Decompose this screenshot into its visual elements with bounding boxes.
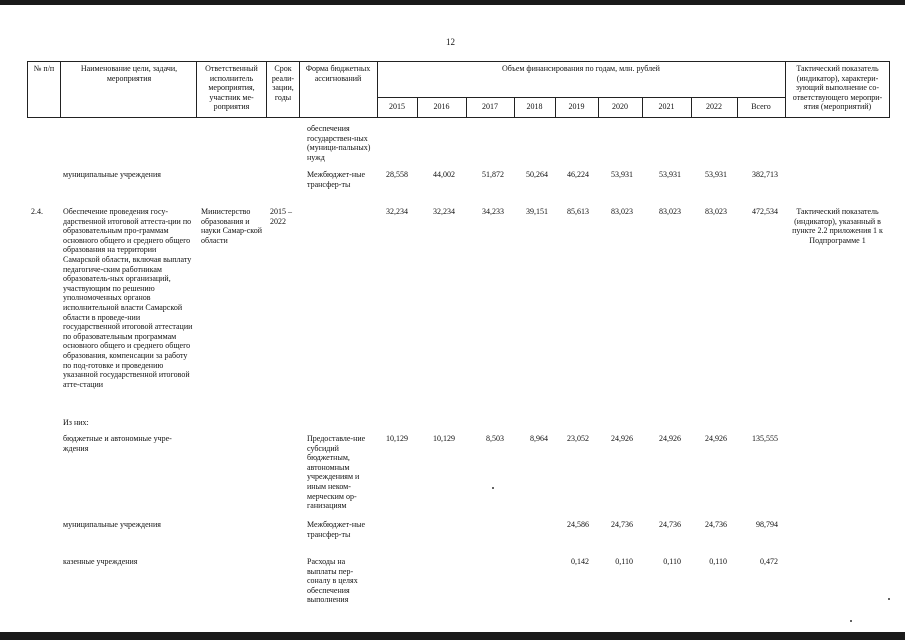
- row-num: 2.4.: [31, 207, 43, 216]
- header-year-2017: 2017: [482, 102, 498, 111]
- value-2021: 0,110: [663, 557, 681, 566]
- value-2022: 24,926: [705, 434, 727, 443]
- row-form: Предоставле-ние субсидий бюджетным, автономным учреждениям и иным неком-мерческим ор-ганизациям: [307, 434, 366, 511]
- scan-speck: [492, 487, 494, 489]
- header-form: Форма бюджетных ассигнований: [305, 64, 371, 83]
- row-indicator: Тактический показатель (индикатор), указанный в пункте 2.2 приложения 1 к Подпрограмме 1: [792, 207, 883, 245]
- row-name: муниципальные учреждения: [63, 520, 161, 529]
- value-2021: 24,926: [659, 434, 681, 443]
- value-2016: 10,129: [433, 434, 455, 443]
- header-year-2020: 2020: [612, 102, 628, 111]
- value-total: 382,713: [752, 170, 778, 179]
- value-2021: 83,023: [659, 207, 681, 216]
- value-2021: 53,931: [659, 170, 681, 179]
- value-2019: 85,613: [567, 207, 589, 216]
- value-2022: 0,110: [709, 557, 727, 566]
- value-2019: 24,586: [567, 520, 589, 529]
- value-total: 472,534: [752, 207, 778, 216]
- value-2015: 32,234: [386, 207, 408, 216]
- row-form: Расходы на выплаты пер-соналу в целях обеспечения выполнения: [307, 557, 358, 605]
- value-2022: 53,931: [705, 170, 727, 179]
- value-2019: 23,052: [567, 434, 589, 443]
- header-year-2021: 2021: [658, 102, 675, 111]
- value-total: 135,555: [752, 434, 778, 443]
- header-year-2022: 2022: [706, 102, 722, 111]
- value-2019: 0,142: [571, 557, 589, 566]
- row-name: казенные учреждения: [63, 557, 138, 566]
- header-year-2019: 2019: [568, 102, 585, 111]
- value-2017: 8,503: [486, 434, 504, 443]
- row-form: Межбюджет-ные трансфер-ты: [307, 520, 366, 539]
- value-2020: 24,736: [611, 520, 633, 529]
- value-2015: 28,558: [386, 170, 408, 179]
- header-indicator: Тактический показатель (индикатор), характери-зующий выполнение со-ответствующего меропри-ятия (мероприятий): [792, 64, 883, 111]
- row-responsible: Министерство образования и науки Самар-ской области: [201, 207, 263, 245]
- value-total: 98,794: [756, 520, 778, 529]
- header-term: Срок реали-зации, годы: [271, 64, 295, 102]
- header-financing: Объем финансирования по годам, млн. рублей: [502, 64, 660, 73]
- header-year-2016: 2016: [433, 102, 450, 111]
- value-2017: 51,872: [482, 170, 504, 179]
- value-2018: 39,151: [526, 207, 548, 216]
- header-responsible: Ответственный исполнитель мероприятия, участник ме-роприятия: [205, 64, 258, 111]
- page-number: 12: [446, 37, 455, 47]
- value-total: 0,472: [760, 557, 778, 566]
- value-2022: 24,736: [705, 520, 727, 529]
- continued-form-text: обеспечения государствен-ных (муници-пальных) нужд: [307, 124, 371, 162]
- value-2022: 83,023: [705, 207, 727, 216]
- scan-bottom-border: [0, 632, 905, 640]
- header-name: Наименование цели, задачи, мероприятия: [80, 64, 178, 83]
- row-name: Обеспечение проведения госу-дарственной итоговой аттеста-ции по образовательным про-граммам основного общего и среднего общего образования на территории Самарской области, включая выплату педагогиче-ским работникам образователь-ных организаций, участвующим по решению уполномоченных органов исполнительной власти Самарской области в проведе-нии государственной итоговой аттестации по образовательным программам основного общего и среднего общего образования, компенсации за работу по под-готовке и проведению указанной государственной итоговой атте-стации: [63, 207, 193, 389]
- row-term: 2015 – 2022: [270, 207, 292, 226]
- header-num: № п/п: [33, 64, 55, 73]
- value-2016: 32,234: [433, 207, 455, 216]
- value-2016: 44,002: [433, 170, 455, 179]
- value-2019: 46,224: [567, 170, 589, 179]
- value-2020: 24,926: [611, 434, 633, 443]
- value-2017: 34,233: [482, 207, 504, 216]
- value-2020: 53,931: [611, 170, 633, 179]
- of-them-label: Из них:: [63, 418, 89, 427]
- value-2020: 83,023: [611, 207, 633, 216]
- scan-top-border: [0, 0, 905, 5]
- header-year-2018: 2018: [526, 102, 543, 111]
- value-2020: 0,110: [615, 557, 633, 566]
- row-name: бюджетные и автономные учре-ждения: [63, 434, 172, 453]
- row-name: муниципальные учреждения: [63, 170, 161, 179]
- value-2018: 8,964: [530, 434, 548, 443]
- scan-speck: [888, 598, 890, 600]
- scan-speck: [850, 620, 852, 622]
- row-form: Межбюджет-ные трансфер-ты: [307, 170, 366, 189]
- value-2021: 24,736: [659, 520, 681, 529]
- header-year-2015: 2015: [389, 102, 405, 111]
- header-total: Всего: [751, 102, 771, 111]
- value-2015: 10,129: [386, 434, 408, 443]
- value-2018: 50,264: [526, 170, 548, 179]
